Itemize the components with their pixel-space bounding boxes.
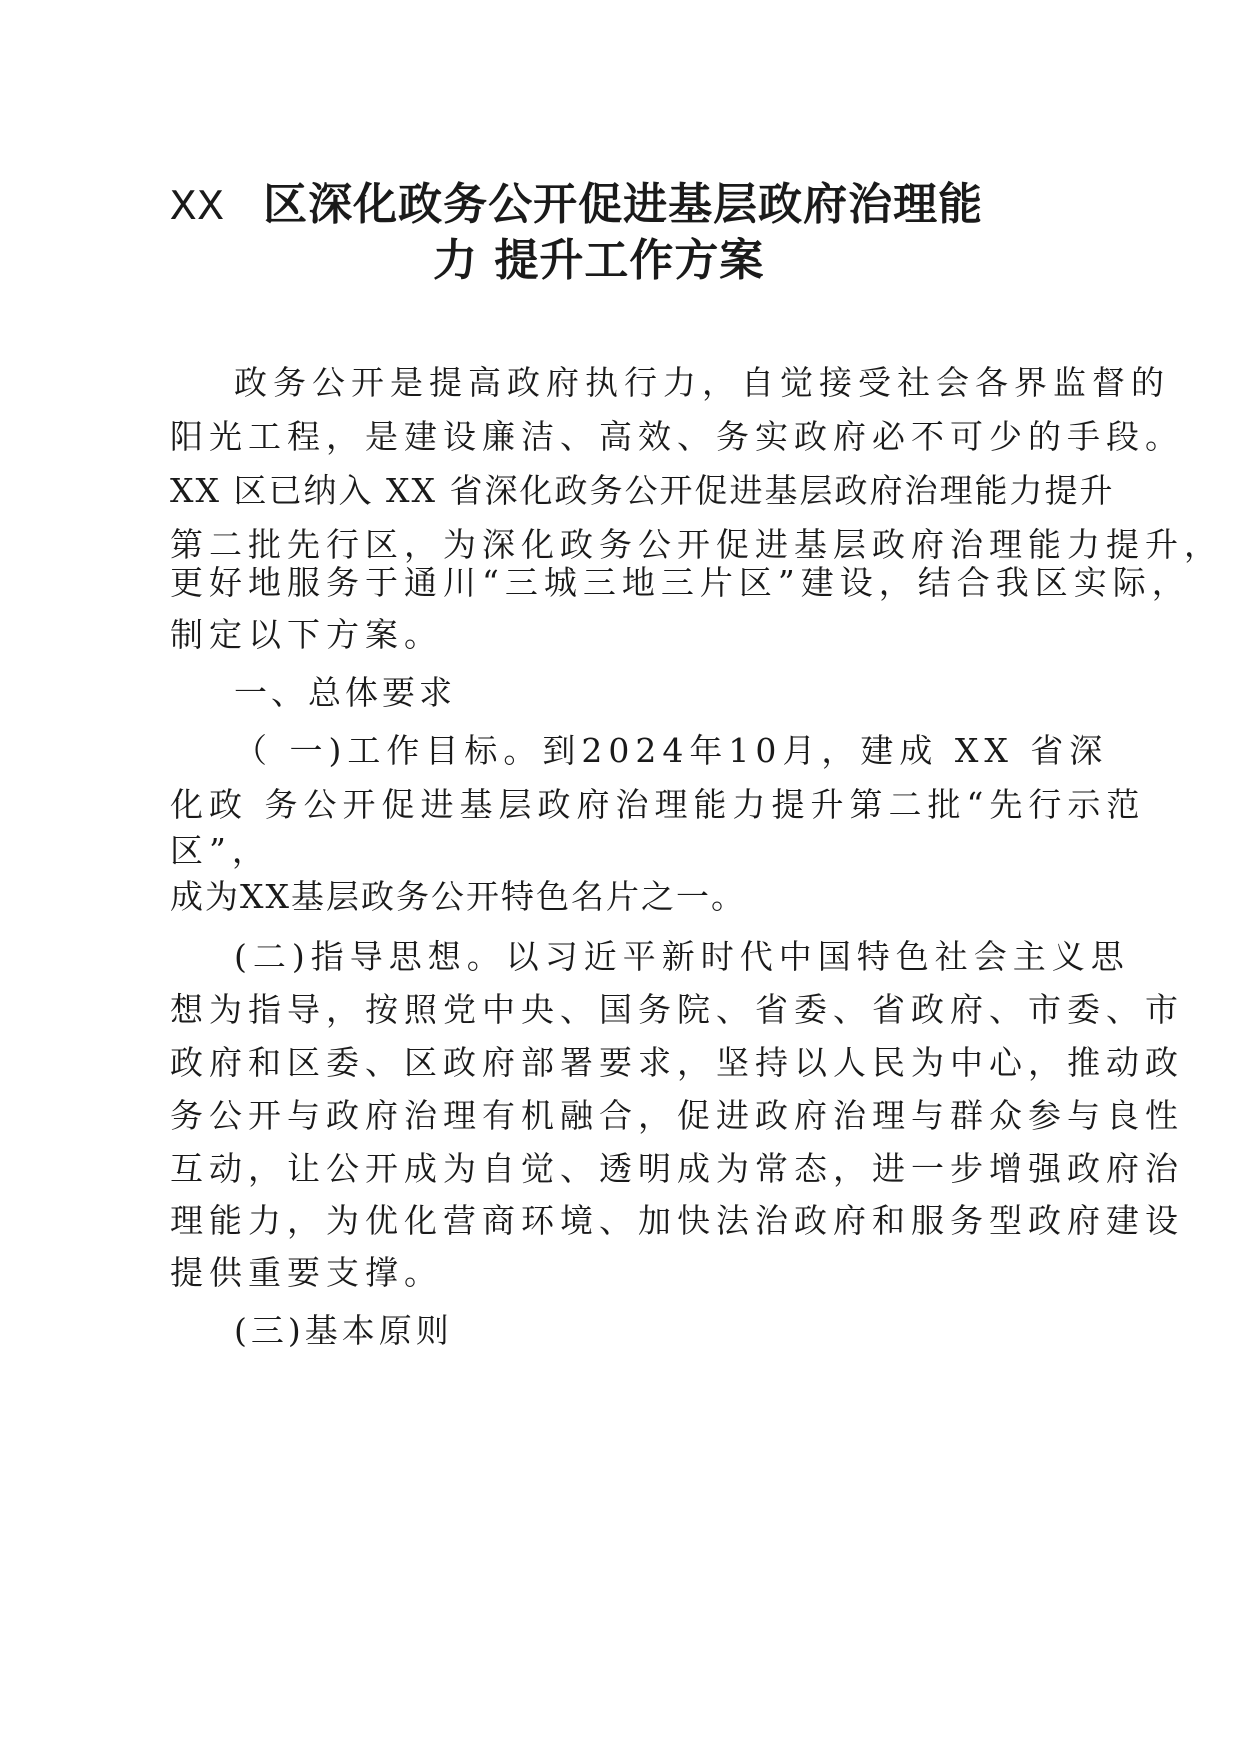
section-heading-1: 一、总体要求	[234, 673, 456, 712]
paragraph-3-line-3: 政府和区委、区政府部署要求，坚持以人民为中心，推动政	[170, 1043, 1184, 1082]
paragraph-3-line-7: 提供重要支撑。	[170, 1253, 443, 1292]
document-title-line-2: 力 提升工作方案	[433, 235, 765, 286]
paragraph-3-line-6: 理能力，为优化营商环境、加快法治政府和服务型政府建设	[170, 1201, 1184, 1240]
paragraph-3-line-2: 想为指导，按照党中央、国务院、省委、省政府、市委、市	[170, 990, 1184, 1029]
paragraph-1-line-1: 政务公开是提高政府执行力，自觉接受社会各界监督的	[234, 363, 1170, 402]
paragraph-2-line-4: 成为XX基层政务公开特色名片之一。	[170, 877, 746, 916]
paragraph-2-line-1: （ 一)工作目标。到2024年10月，建成 XX 省深	[234, 731, 1109, 770]
paragraph-3-line-1: (二)指导思想。以习近平新时代中国特色社会主义思	[234, 937, 1130, 976]
paragraph-2-line-3: 区”，	[170, 831, 271, 870]
title-prefix: XX	[170, 183, 225, 233]
paragraph-1-line-3: XX 区已纳入 XX 省深化政务公开促进基层政府治理能力提升	[170, 471, 1115, 510]
paragraph-2-line-2: 化政 务公开促进基层政府治理能力提升第二批“先行示范	[170, 785, 1146, 824]
paragraph-1-line-5: 更好地服务于通川“三城三地三片区”建设，结合我区实际，	[170, 563, 1191, 602]
section-heading-2: (三)基本原则	[234, 1311, 453, 1350]
paragraph-3-line-5: 互动，让公开成为自觉、透明成为常态，进一步增强政府治	[170, 1149, 1184, 1188]
paragraph-1-line-6: 制定以下方案。	[170, 615, 443, 654]
paragraph-1-line-4: 第二批先行区，为深化政务公开促进基层政府治理能力提升，	[170, 525, 1223, 564]
title-text-1: 区深化政务公开促进基层政府治理能	[263, 179, 984, 230]
paragraph-1-line-2: 阳光工程，是建设廉洁、高效、务实政府必不可少的手段。	[170, 417, 1184, 456]
paragraph-3-line-4: 务公开与政府治理有机融合，促进政府治理与群众参与良性	[170, 1096, 1184, 1135]
